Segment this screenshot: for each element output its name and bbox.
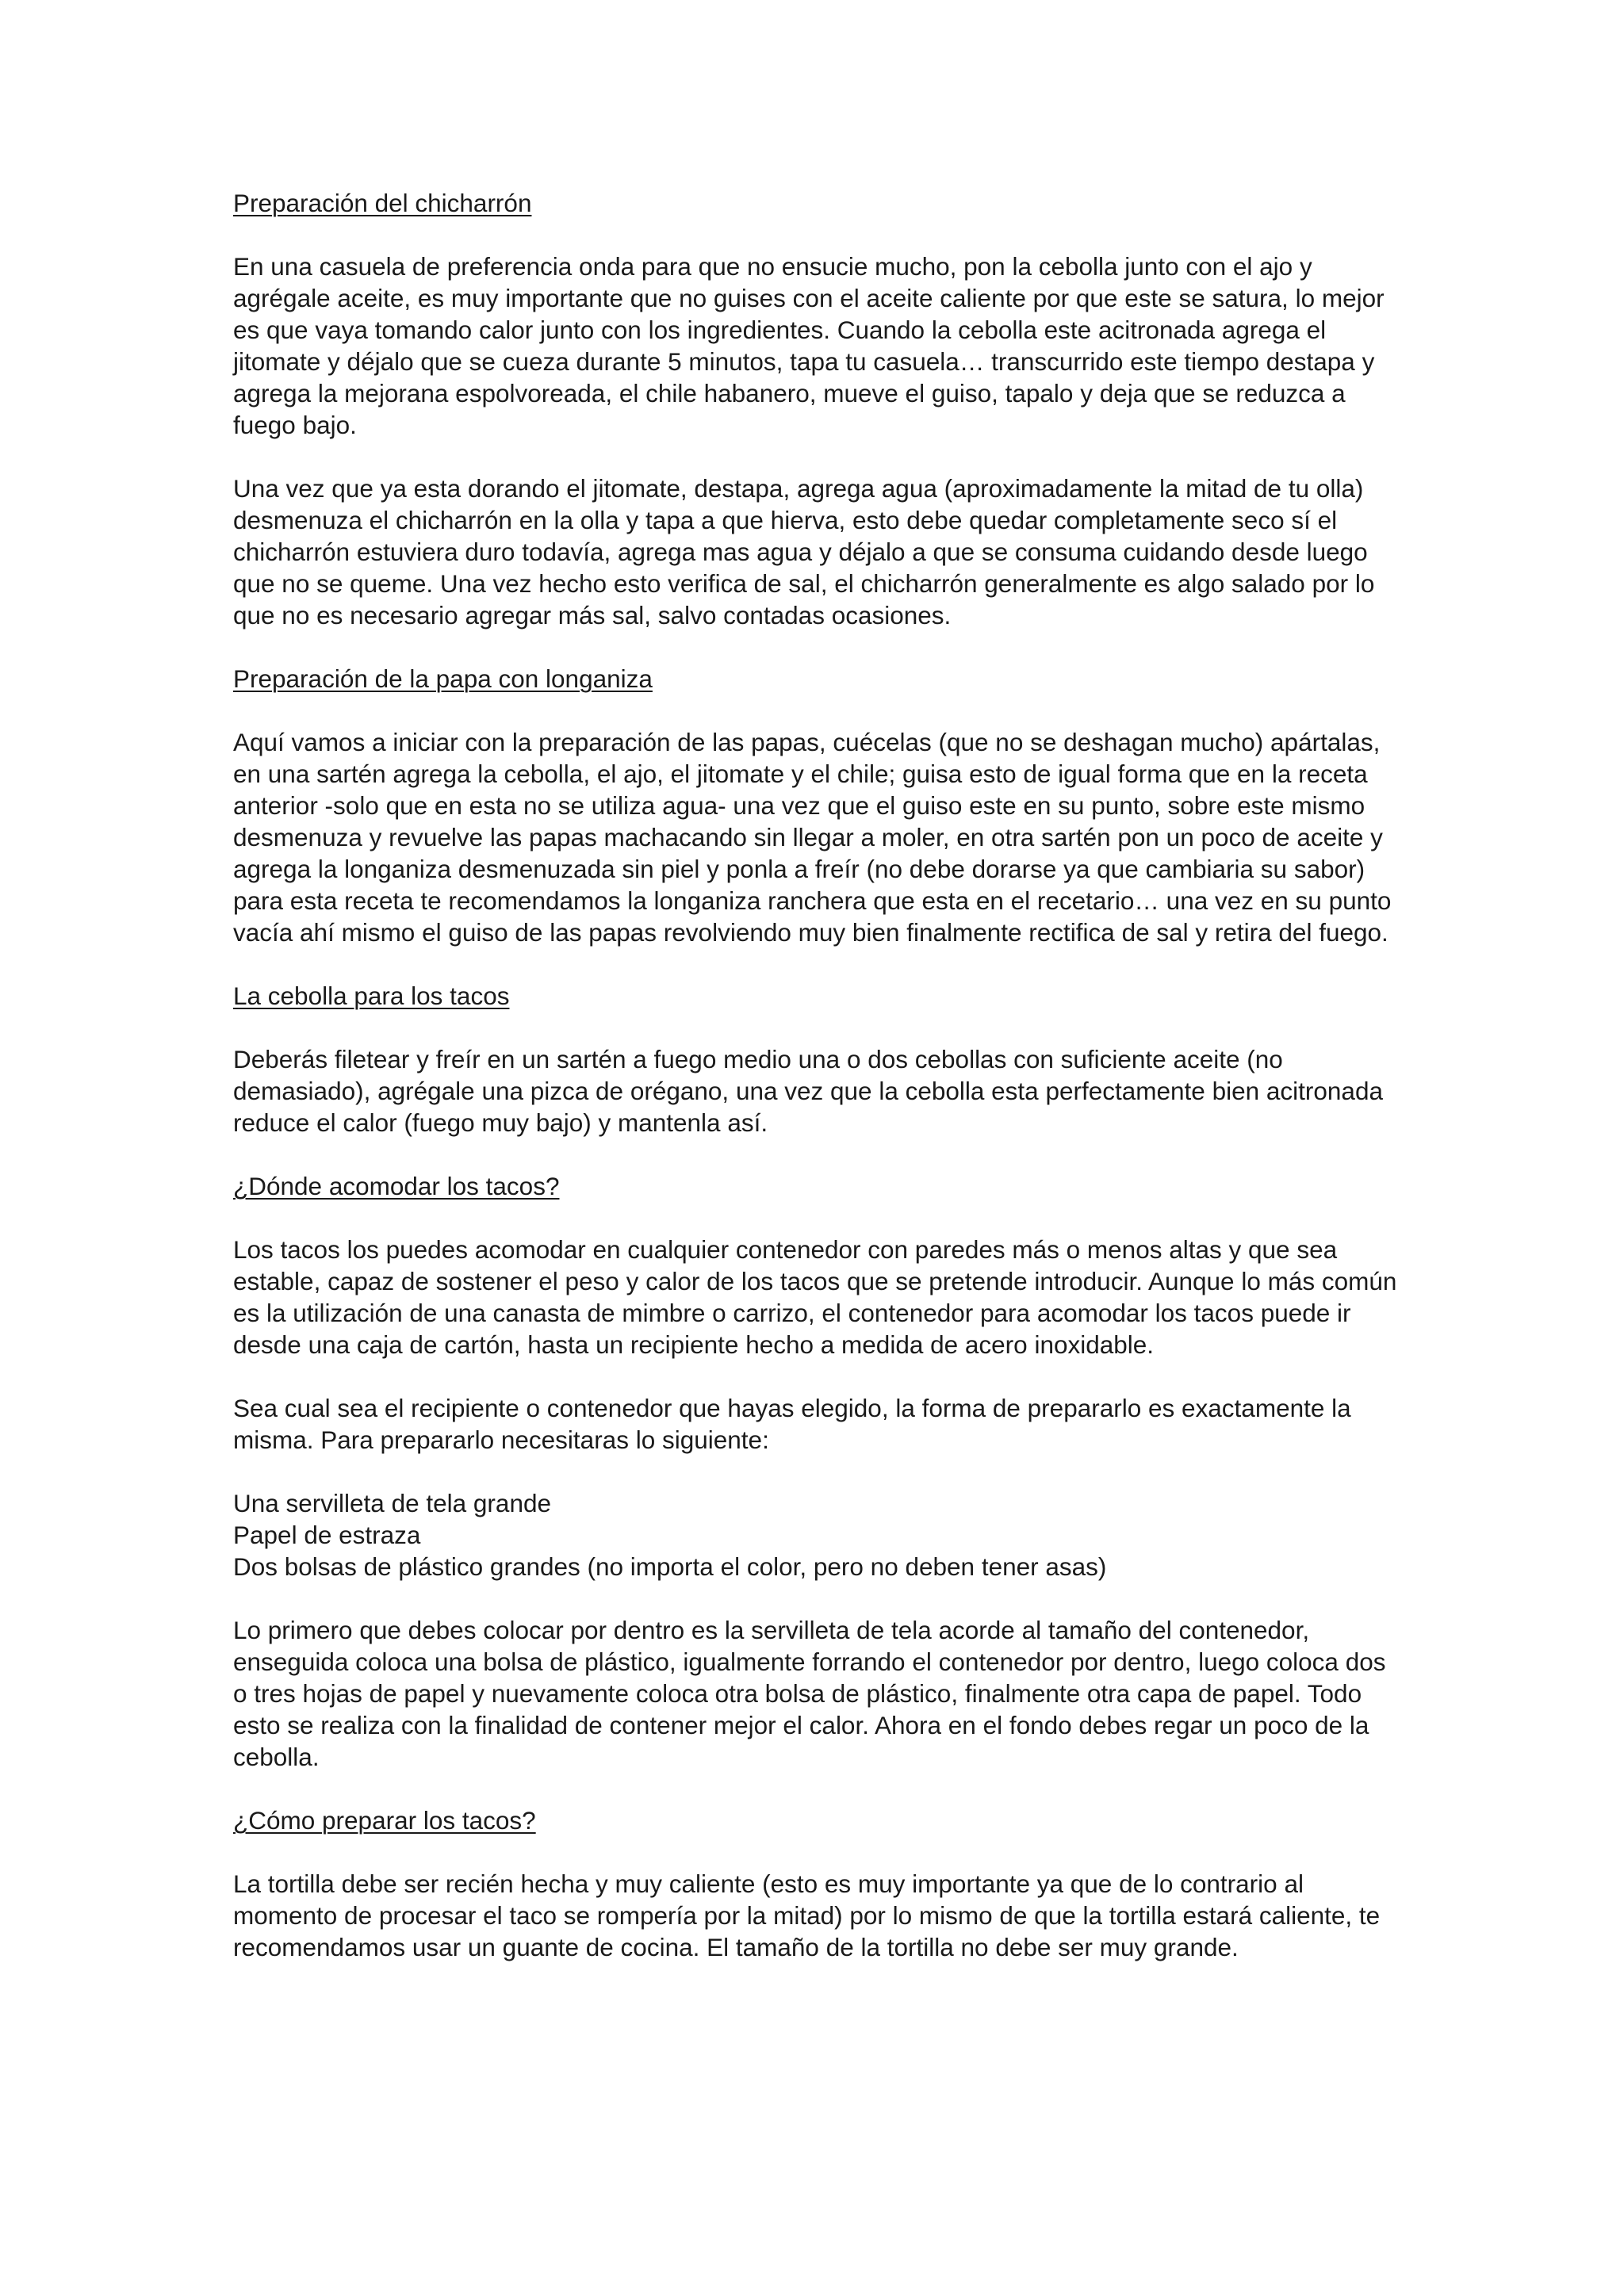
paragraph: Lo primero que debes colocar por dentro es la servilleta de tela acorde al tamaño del contenedor, enseguida coloca una bolsa de plástico, igualmente forrando el contenedor por dentro, luego coloca dos o tres hojas de papel y nuevamente coloca otra bolsa de plástico, finalmente otra capa de papel. Todo esto se realiza con la finalidad de contener mejor el calor. Ahora en el fondo debes regar un poco de la cebolla. [233, 1616, 1386, 1771]
materials-list [233, 1487, 1404, 1582]
paragraph: Deberás filetear y freír en un sartén a fuego medio una o dos cebollas con suficiente aceite (no demasiado), agrégale una pizca de orégano, una vez que la cebolla esta perfectamente bien acitronada reduce el calor (fuego muy bajo) y mantenla así. [233, 1045, 1383, 1137]
paragraph: Aquí vamos a iniciar con la preparación de las papas, cuécelas (que no se deshagan mucho) apártalas, en una sartén agrega la cebolla, el ajo, el jitomate y el chile; guisa esto de igual forma que en la receta anterior -solo que en esta no se utiliza agua- una vez que el guiso este en su punto, sobre este mismo desmenuza y revuelve las papas machacando sin llegar a moler, en otra sartén pon un poco de aceite y agrega la longaniza desmenuzada sin piel y ponla a freír (no debe dorarse ya que cambiaria su sabor) para esta receta te recomendamos la longaniza ranchera que esta en el recetario… una vez en su punto vacía ahí mismo el guiso de las papas revolviendo muy bien finalmente rectifica de sal y retira del fuego. [233, 728, 1392, 947]
list-item: Una servilleta de tela grande [233, 1489, 551, 1517]
section-heading: ¿Cómo preparar los tacos? [233, 1806, 536, 1835]
section-heading: Preparación de la papa con longaniza [233, 664, 653, 693]
list-item: Papel de estraza [233, 1521, 421, 1549]
paragraph: Una vez que ya esta dorando el jitomate, destapa, agrega agua (aproximadamente la mitad de tu olla) desmenuza el chicharrón en la olla y tapa a que hierva, esto debe quedar completamente seco sí el chicharrón estuviera duro todavía, agrega mas agua y déjalo a que se consuma cuidando desde luego que no se queme. Una vez hecho esto verifica de sal, el chicharrón generalmente es algo salado por lo que no es necesario agregar más sal, salvo contadas ocasiones. [233, 474, 1375, 629]
paragraph: En una casuela de preferencia onda para que no ensucie mucho, pon la cebolla junto con el ajo y agrégale aceite, es muy importante que no guises con el aceite caliente por que este se satura, lo mejor es que vaya tomando calor junto con los ingredientes. Cuando la cebolla este acitronada agrega el jitomate y déjalo que se cueza durante 5 minutos, tapa tu casuela… transcurrido este tiempo destapa y agrega la mejorana espolvoreada, el chile habanero, mueve el guiso, tapalo y deja que se reduzca a fuego bajo. [233, 252, 1385, 439]
paragraph: Sea cual sea el recipiente o contenedor que hayas elegido, la forma de prepararlo es exactamente la misma. Para prepararlo necesitaras lo siguiente: [233, 1394, 1351, 1454]
document-page [233, 187, 1404, 1995]
list-item: Dos bolsas de plástico grandes (no importa el color, pero no deben tener asas) [233, 1552, 1107, 1581]
paragraph: Los tacos los puedes acomodar en cualquier contenedor con paredes más o menos altas y que sea estable, capaz de sostener el peso y calor de los tacos que se pretende introducir. Aunque lo más común es la utilización de una canasta de mimbre o carrizo, el contenedor para acomodar los tacos puede ir desde una caja de cartón, hasta un recipiente hecho a medida de acero inoxidable. [233, 1235, 1397, 1359]
section-heading: ¿Dónde acomodar los tacos? [233, 1172, 560, 1200]
section-heading: La cebolla para los tacos [233, 982, 510, 1010]
section-heading: Preparación del chicharrón [233, 189, 532, 217]
paragraph: La tortilla debe ser recién hecha y muy caliente (esto es muy importante ya que de lo contrario al momento de procesar el taco se rompería por la mitad) por lo mismo de que la tortilla estará caliente, te recomendamos usar un guante de cocina. El tamaño de la tortilla no debe ser muy grande. [233, 1869, 1381, 1961]
